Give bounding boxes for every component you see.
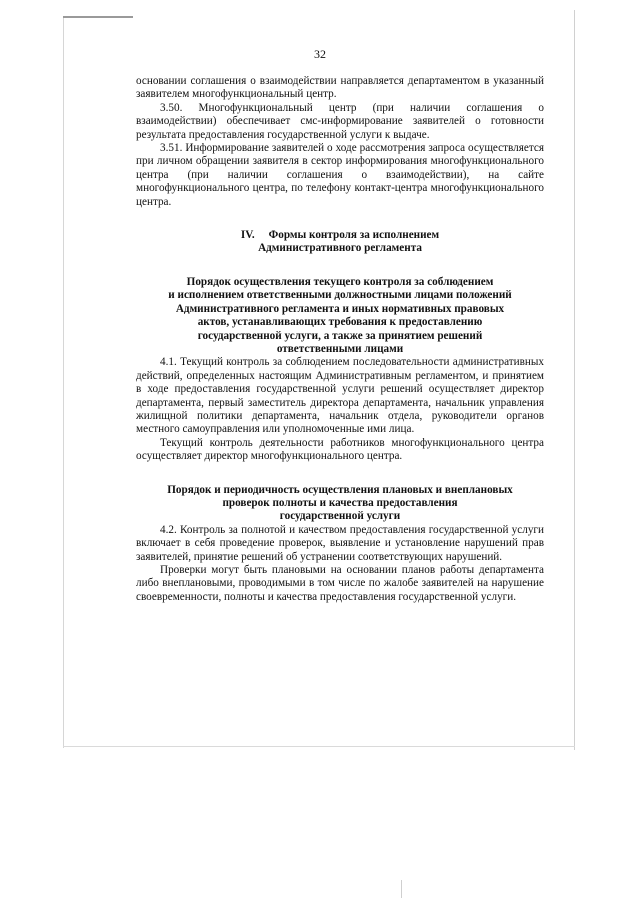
subheading-line: Административного регламента и иных нормативных правовых	[175, 302, 505, 315]
paragraph-inspections: Проверки могут быть плановыми на основании планов работы департамента либо внеплановыми, проводимыми в том числе по жалобе заявителей на нарушение своевременности, полноты и качества предоставления государственной услуги.	[136, 564, 544, 603]
scan-border-left	[63, 18, 64, 748]
paragraph-3-51: 3.51. Информирование заявителей о ходе рассмотрения запроса осуществляется при личном обращении заявителя в сектор информирования многофункционального центра (при наличии соглашения о взаимодействии), на сайте многофункционального центра, по телефону контакт-центра многофункционального центра.	[136, 142, 544, 208]
scan-border-top	[63, 16, 133, 18]
subheading-line: проверок полноты и качества предоставления	[222, 496, 458, 509]
subheading-line: Порядок осуществления текущего контроля за соблюдением	[186, 275, 494, 288]
document-body	[136, 75, 544, 604]
subheading-line: ответственными лицами	[276, 342, 404, 355]
section-heading-line: Административного регламента	[258, 242, 422, 255]
subheading-line: актов, устанавливающих требования к предоставлению	[197, 316, 483, 329]
subheading-inspections	[136, 484, 544, 524]
scan-border-bottom	[63, 746, 575, 747]
paragraph-3-50: 3.50. Многофункциональный центр (при наличии соглашения о взаимодействии) обеспечивает смс-информирование заявителей о готовности результата предоставления государственной услуги к выдаче.	[136, 101, 544, 141]
paragraph-4-2: 4.2. Контроль за полнотой и качеством предоставления государственной услуги включает в себя проведение проверок, выявление и установление нарушений прав заявителей, принятие решений об устранении соответствующих нарушений.	[136, 523, 544, 563]
paragraph-mfc-control: Текущий контроль деятельности работников многофункционального центра осуществляет директор многофункционального центра.	[136, 436, 544, 463]
scan-mark	[401, 880, 402, 898]
section-heading-iv	[136, 229, 544, 256]
page-number: 32	[314, 47, 326, 61]
section-heading-line: IV. Формы контроля за исполнением	[240, 229, 440, 242]
paragraph-continuation: основании соглашения о взаимодействии направляется департаментом в указанный заявителем многофункциональный центр.	[136, 75, 544, 101]
subheading-line: государственной услуги	[279, 510, 401, 523]
scan-border-right	[574, 10, 575, 750]
subheading-current-control	[136, 276, 544, 356]
paragraph-4-1: 4.1. Текущий контроль за соблюдением последовательности административных действий, определенных настоящим Административным регламентом, и принятием в ходе предоставления государственной услуги решений осуществляет директор департамента, первый заместитель директора департамента, начальник управления жилищной политики департамента, начальник отдела, руководители органов местного самоуправления или уполномоченные ими лица.	[136, 356, 544, 436]
subheading-line: и исполнением ответственными должностными лицами положений	[168, 289, 512, 302]
subheading-line: Порядок и периодичность осуществления плановых и внеплановых	[167, 483, 513, 496]
subheading-line: государственной услуги, а также за принятием решений	[197, 329, 483, 342]
